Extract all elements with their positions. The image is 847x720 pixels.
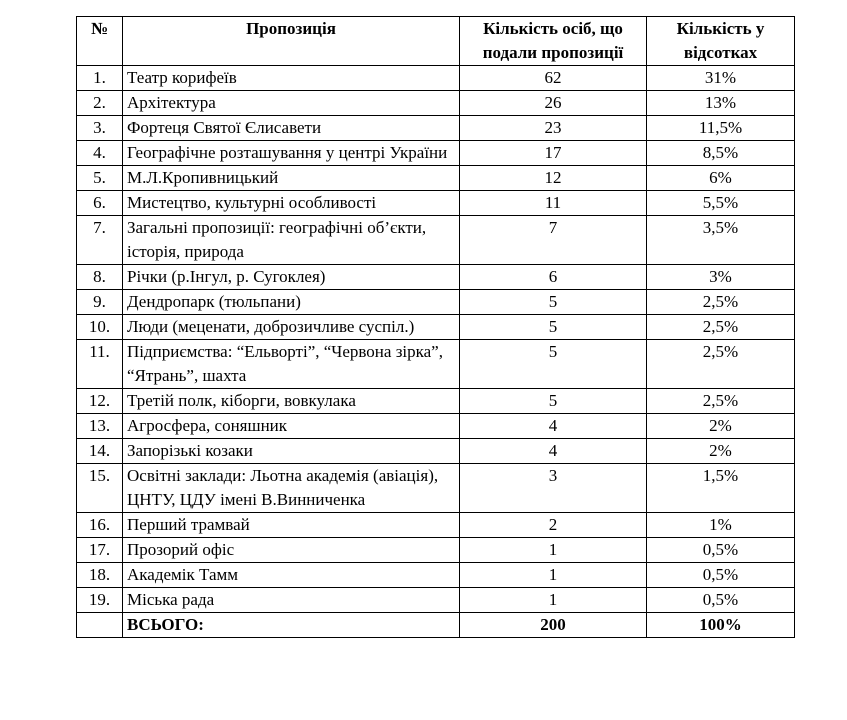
total-count: 200	[460, 613, 647, 638]
row-number: 13.	[77, 414, 123, 439]
table-row	[77, 538, 795, 563]
row-proposal: Підприємства: “Ельворті”, “Червона зірка”, “Ятрань”, шахта	[123, 340, 460, 389]
table-row	[77, 414, 795, 439]
row-percent: 6%	[647, 166, 795, 191]
row-number: 19.	[77, 588, 123, 613]
row-number: 10.	[77, 315, 123, 340]
row-proposal: Запорізькі козаки	[123, 439, 460, 464]
row-number: 7.	[77, 216, 123, 265]
table-row	[77, 216, 795, 265]
row-proposal: Люди (меценати, доброзичливе суспіл.)	[123, 315, 460, 340]
row-proposal: Перший трамвай	[123, 513, 460, 538]
row-percent: 0,5%	[647, 563, 795, 588]
row-percent: 31%	[647, 66, 795, 91]
proposals-table	[76, 16, 795, 638]
row-count: 17	[460, 141, 647, 166]
row-percent: 5,5%	[647, 191, 795, 216]
row-count: 26	[460, 91, 647, 116]
table-row	[77, 513, 795, 538]
row-proposal: Театр корифеїв	[123, 66, 460, 91]
row-proposal: Академік Тамм	[123, 563, 460, 588]
row-number: 16.	[77, 513, 123, 538]
row-number: 2.	[77, 91, 123, 116]
row-percent: 2,5%	[647, 290, 795, 315]
row-number: 11.	[77, 340, 123, 389]
row-proposal: Географічне розташування у центрі України	[123, 141, 460, 166]
header-proposal: Пропозиція	[123, 17, 460, 66]
row-number: 4.	[77, 141, 123, 166]
row-number: 9.	[77, 290, 123, 315]
row-count: 1	[460, 588, 647, 613]
row-count: 5	[460, 315, 647, 340]
row-number: 18.	[77, 563, 123, 588]
header-percent: Кількість у відсотках	[647, 17, 795, 66]
row-proposal: Мистецтво, культурні особливості	[123, 191, 460, 216]
table-row	[77, 91, 795, 116]
row-count: 12	[460, 166, 647, 191]
row-percent: 13%	[647, 91, 795, 116]
row-number: 5.	[77, 166, 123, 191]
row-count: 5	[460, 290, 647, 315]
row-number: 12.	[77, 389, 123, 414]
row-percent: 2,5%	[647, 340, 795, 389]
table-row	[77, 588, 795, 613]
row-percent: 0,5%	[647, 538, 795, 563]
row-percent: 2%	[647, 414, 795, 439]
row-number: 8.	[77, 265, 123, 290]
row-proposal: Третій полк, кіборги, вовкулака	[123, 389, 460, 414]
total-percent: 100%	[647, 613, 795, 638]
row-count: 4	[460, 414, 647, 439]
row-number: 1.	[77, 66, 123, 91]
row-count: 11	[460, 191, 647, 216]
table-row	[77, 464, 795, 513]
row-count: 23	[460, 116, 647, 141]
row-proposal: Фортеця Святої Єлисавети	[123, 116, 460, 141]
row-proposal: Дендропарк (тюльпани)	[123, 290, 460, 315]
row-percent: 1,5%	[647, 464, 795, 513]
row-number: 6.	[77, 191, 123, 216]
table-row	[77, 66, 795, 91]
row-count: 7	[460, 216, 647, 265]
row-percent: 1%	[647, 513, 795, 538]
table-row	[77, 290, 795, 315]
row-count: 1	[460, 563, 647, 588]
table-row	[77, 141, 795, 166]
total-row	[77, 613, 795, 638]
row-count: 5	[460, 389, 647, 414]
row-percent: 2,5%	[647, 315, 795, 340]
row-proposal: Освітні заклади: Льотна академія (авіація), ЦНТУ, ЦДУ імені В.Винниченка	[123, 464, 460, 513]
table-row	[77, 439, 795, 464]
row-count: 62	[460, 66, 647, 91]
row-count: 6	[460, 265, 647, 290]
header-row	[77, 17, 795, 66]
row-proposal: М.Л.Кропивницький	[123, 166, 460, 191]
header-number: №	[77, 17, 123, 66]
row-percent: 2%	[647, 439, 795, 464]
row-number: 3.	[77, 116, 123, 141]
row-number: 17.	[77, 538, 123, 563]
table-row	[77, 265, 795, 290]
table-body	[77, 66, 795, 613]
row-count: 4	[460, 439, 647, 464]
row-proposal: Архітектура	[123, 91, 460, 116]
row-proposal: Прозорий офіс	[123, 538, 460, 563]
row-count: 5	[460, 340, 647, 389]
total-number-cell	[77, 613, 123, 638]
row-proposal: Агросфера, соняшник	[123, 414, 460, 439]
row-percent: 0,5%	[647, 588, 795, 613]
row-proposal: Річки (р.Інгул, р. Сугоклея)	[123, 265, 460, 290]
table-row	[77, 116, 795, 141]
table-row	[77, 563, 795, 588]
table-row	[77, 191, 795, 216]
row-percent: 2,5%	[647, 389, 795, 414]
row-count: 1	[460, 538, 647, 563]
header-count: Кількість осіб, що подали пропозиції	[460, 17, 647, 66]
row-proposal: Загальні пропозиції: географічні об’єкти, історія, природа	[123, 216, 460, 265]
table-row	[77, 340, 795, 389]
table-row	[77, 389, 795, 414]
row-percent: 3%	[647, 265, 795, 290]
row-number: 14.	[77, 439, 123, 464]
table-row	[77, 315, 795, 340]
row-count: 2	[460, 513, 647, 538]
total-label: ВСЬОГО:	[123, 613, 460, 638]
row-number: 15.	[77, 464, 123, 513]
row-proposal: Міська рада	[123, 588, 460, 613]
row-percent: 11,5%	[647, 116, 795, 141]
row-count: 3	[460, 464, 647, 513]
row-percent: 3,5%	[647, 216, 795, 265]
row-percent: 8,5%	[647, 141, 795, 166]
table-row	[77, 166, 795, 191]
